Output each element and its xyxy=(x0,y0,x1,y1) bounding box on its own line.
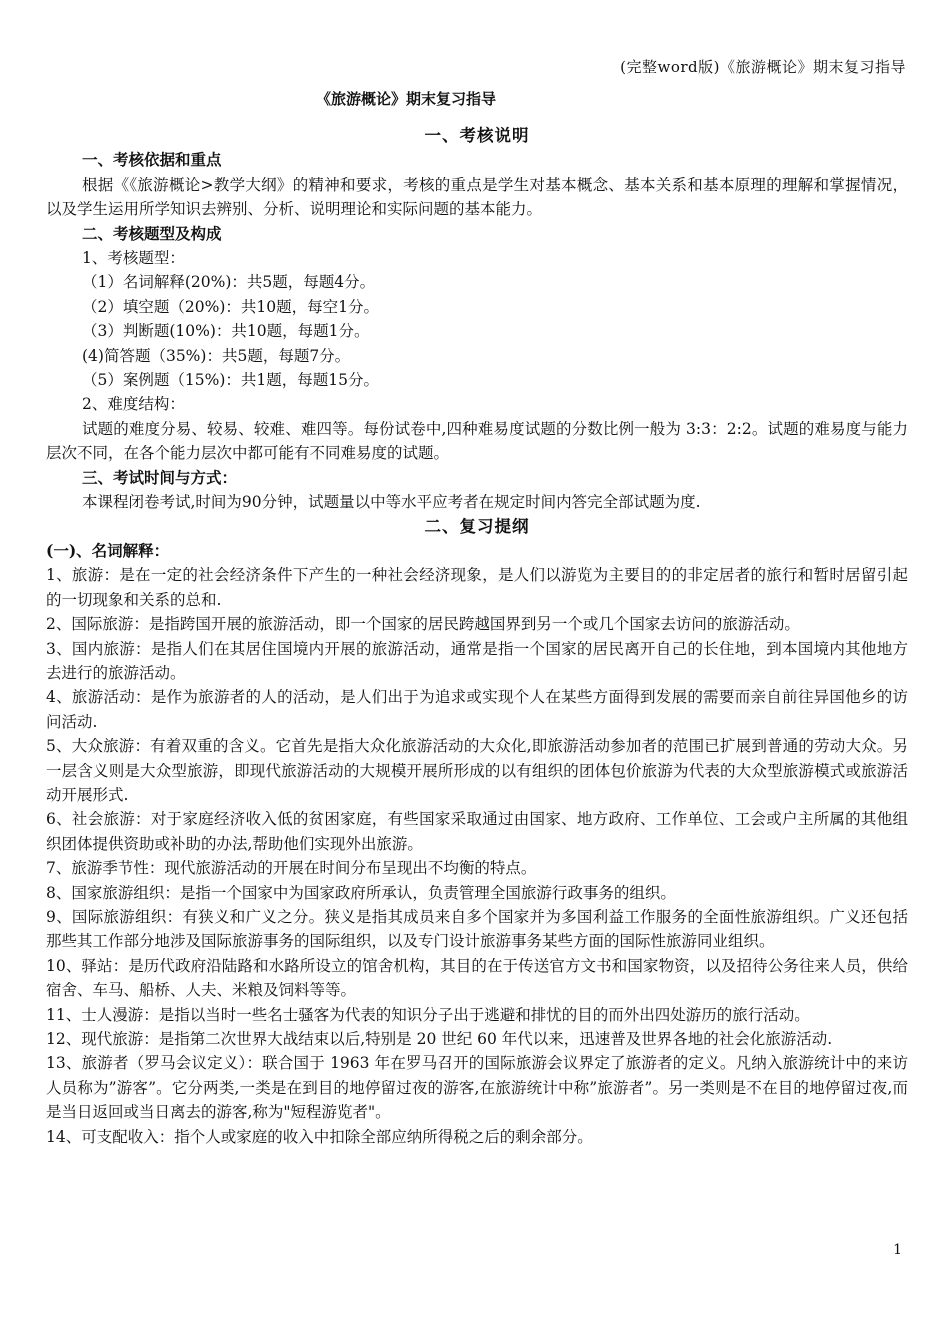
term-definition: 14、可支配收入：指个人或家庭的收入中扣除全部应纳所得税之后的剩余部分。 xyxy=(46,1127,593,1146)
term-definition: 9、国际旅游组织：有狭义和广义之分。狭义是指其成员来自多个国家并为多国利益工作服务的全面性旅游组织。广义还包括那些其工作部分地涉及国际旅游事务的国际组织，以及专门设计旅游事务某些方面的国际性旅游同业组织。 xyxy=(46,908,908,951)
subheading-basis: 一、考核依据和重点 xyxy=(82,150,222,170)
question-type-item: （2）填空题（20%)：共10题，每空1分。 xyxy=(82,297,379,316)
term-definition: 12、现代旅游：是指第二次世界大战结束以后,特别是 20 世纪 60 年代以来，迅速普及世界各地的社会化旅游活动. xyxy=(46,1030,833,1049)
running-header: (完整word版)《旅游概论》期末复习指导 xyxy=(620,58,906,76)
term-definition: 6、社会旅游：对于家庭经济收入低的贫困家庭，有些国家采取通过由国家、地方政府、工作单位、工会或户主所属的其他组织团体提供资助或补助的办法,帮助他们实现外出旅游。 xyxy=(46,810,908,853)
label-question-types: 1、考核题型： xyxy=(82,249,185,268)
term-definition: 4、旅游活动：是作为旅游者的人的活动，是人们出于为追求或实现个人在某些方面得到发展的需要而亲自前往异国他乡的访问活动. xyxy=(46,688,908,731)
page-number: 1 xyxy=(893,1242,902,1258)
term-definition: 5、大众旅游：有着双重的含义。它首先是指大众化旅游活动的大众化,即旅游活动参加者的范围已扩展到普通的劳动大众。另一层含义则是大众型旅游，即现代旅游活动的大规模开展所形成的以有组织的团体包价旅游为代表的大众型旅游模式或旅游活动开展形式. xyxy=(46,737,908,804)
paragraph-basis: 根据《《旅游概论>教学大纲》的精神和要求，考核的重点是学生对基本概念、基本关系和基本原理的理解和掌握情况，以及学生运用所学知识去辨别、分析、说明理论和实际问题的基本能力。 xyxy=(46,175,908,219)
term-definition: 8、国家旅游组织：是指一个国家中为国家政府所承认，负责管理全国旅游行政事务的组织。 xyxy=(46,883,676,902)
term-definition: 1、旅游：是在一定的社会经济条件下产生的一种社会经济现象，是人们以游览为主要目的的非定居者的旅行和暂时居留引起的一切现象和关系的总和. xyxy=(46,566,908,609)
question-type-item: (4)简答题（35%)：共5题，每题7分。 xyxy=(82,346,351,365)
section-heading-assessment: 一、考核说明 xyxy=(424,126,530,145)
subheading-question-types: 二、考核题型及构成 xyxy=(82,223,222,243)
document-title: 《旅游概论》期末复习指导 xyxy=(316,90,497,108)
subheading-terms: (一)、名词解释： xyxy=(46,540,170,560)
document-body xyxy=(46,124,908,1149)
term-definition: 3、国内旅游：是指人们在其居住国境内开展的旅游活动，通常是指一个国家的居民离开自己的长住地，到本国境内其他地方去进行的旅游活动。 xyxy=(46,639,908,682)
question-type-item: （1）名词解释(20%)：共5题，每题4分。 xyxy=(82,273,376,292)
subheading-exam-time: 三、考试时间与方式： xyxy=(82,467,238,487)
term-definition: 2、国际旅游：是指跨国开展的旅游活动，即一个国家的居民跨越国界到另一个或几个国家去访问的旅游活动。 xyxy=(46,615,800,634)
term-definition: 13、旅游者（罗马会议定义）：联合国于 1963 年在罗马召开的国际旅游会议界定了旅游者的定义。凡纳入旅游统计中的来访人员称为”游客”。它分两类,一类是在到目的地停留过夜的游客,在旅游统计中称”旅游者”。另一类则是不在目的地停留过夜,而是当日返回或当日离去的游客,称为"短程游览者"。 xyxy=(46,1054,908,1122)
label-difficulty: 2、难度结构： xyxy=(82,395,185,414)
question-type-item: （3）判断题(10%)：共10题，每题1分。 xyxy=(82,322,370,341)
section-heading-outline: 二、复习提纲 xyxy=(424,516,530,536)
term-definition: 11、士人漫游：是指以当时一些名士骚客为代表的知识分子出于逃避和排忧的目的而外出四处游历的旅行活动。 xyxy=(46,1005,810,1024)
term-definition: 7、旅游季节性：现代旅游活动的开展在时间分布呈现出不均衡的特点。 xyxy=(46,859,537,878)
paragraph-difficulty: 试题的难度分易、较易、较难、难四等。每份试卷中,四种难易度试题的分数比例一般为 3:3：2:2。试题的难易度与能力层次不同，在各个能力层次中都可能有不同难易度的试题。 xyxy=(46,419,908,463)
paragraph-exam-time: 本课程闭卷考试,时间为90分钟，试题量以中等水平应考者在规定时间内答完全部试题为度. xyxy=(82,493,701,512)
question-type-item: （5）案例题（15%)：共1题，每题15分。 xyxy=(82,371,379,390)
term-definition: 10、驿站：是历代政府沿陆路和水路所设立的馆舍机构，其目的在于传送官方文书和国家物资，以及招待公务往来人员，供给宿舍、车马、船桥、人夫、米粮及饲料等等。 xyxy=(46,956,908,1000)
